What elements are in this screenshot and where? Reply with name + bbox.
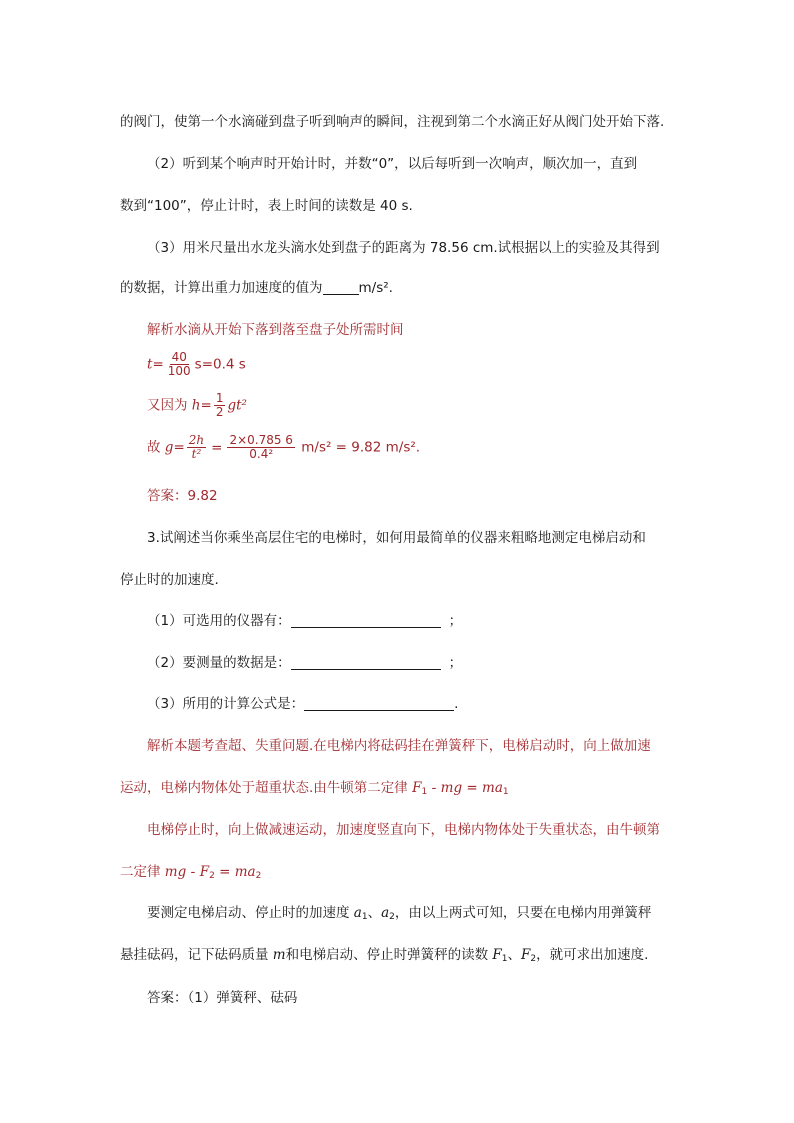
answer-line: 答案：9.82 [147,488,218,504]
fraction-num: 2h [188,433,205,447]
item-label: （2）要测量的数据是： [147,655,291,671]
question-item [147,692,458,712]
math-op: = [152,356,164,373]
question-item [147,609,462,629]
fraction-num: 1 [215,391,224,405]
paragraph-line [147,901,651,922]
math-var: g [164,439,174,456]
math-subscript: 2 [530,954,537,964]
fraction-den: t² [191,447,202,462]
answer-blank[interactable] [291,655,441,670]
text-fragment: 故 [147,439,165,456]
text-fragment: m/s². [358,280,393,296]
text-fragment: 、 [367,905,382,921]
text-fragment: 和电梯启动、停止时弹簧秤的读数 [285,947,493,963]
text-fragment: ，由以上两式可知，只要在电梯内用弹簧秤 [394,905,652,921]
formula-line [147,351,246,378]
formula-line [147,392,247,419]
math-var: m [272,947,286,963]
math-subscript: 2 [209,871,215,881]
math-op: = [173,439,185,456]
solution-line: 解析水滴从开始下落到落至盘子处所需时间 [147,322,404,338]
question-line: 停止时的加速度. [120,572,219,588]
math-var: mg [440,780,463,796]
paragraph-line: （3）用米尺量出水龙头滴水处到盘子的距离为 78.56 cm.试根据以上的实验及其得到 [147,240,660,256]
formula-line [147,434,420,461]
fraction-num: 2×0.785 6 [229,433,293,447]
text-fragment: 二定律 [120,864,165,880]
solution-line [120,776,509,797]
fraction-den: 100 [167,364,191,379]
fraction [227,434,295,461]
math-op: = [200,397,212,414]
text-fragment: 的数据，计算出重力加速度的值为 [120,280,323,296]
item-end: . [454,696,459,712]
fraction [166,351,193,378]
math-var: ma [234,864,256,880]
math-var: F [492,947,502,963]
text-fragment: 、 [507,947,522,963]
solution-line: 解析本题考查超、失重问题.在电梯内将砝码挂在弹簧秤下，电梯启动时，向上做加速 [147,738,651,754]
math-var: h [191,397,201,414]
fraction [214,392,226,419]
solution-line [120,860,261,881]
answer-blank[interactable] [304,696,454,711]
math-subscript: 1 [501,954,508,964]
solution-line: 电梯停止时，向上做减速运动，加速度竖直向下，电梯内物体处于失重状态，由牛顿第 [147,822,660,838]
paragraph-line [120,276,393,296]
math-var: a [353,905,362,921]
answer-blank[interactable] [291,613,441,628]
math-op: = [214,864,235,880]
math-op: = [462,780,483,796]
fraction-num: 40 [171,350,187,364]
math-subscript: 1 [361,912,368,922]
text-fragment: 运动，电梯内物体处于超重状态.由牛顿第二定律 [120,780,413,796]
math-var: F [412,780,422,796]
item-label: （1）可选用的仪器有： [147,613,291,629]
paragraph-line [120,943,648,964]
math-var: mg [164,864,187,880]
paragraph-line: （2）听到某个响声时开始计时，并数“0”，以后每听到一次响声，顺次加一，直到 [147,156,638,172]
math-var: F [199,864,210,880]
item-label: （3）所用的计算公式是： [147,696,305,712]
math-op: - [427,780,441,796]
text-fragment: s=0.4 s [194,356,246,373]
paragraph-line: 数到“100”，停止计时，表上时间的读数是 40 s. [120,198,413,214]
text-fragment: 悬挂砝码，记下砝码质量 [120,947,273,963]
math-subscript: 2 [255,871,262,881]
math-subscript: 1 [502,787,509,797]
math-op: = [211,439,223,456]
text-fragment: ，就可求出加速度. [536,947,649,963]
math-expr: gt² [227,397,247,414]
text-fragment: 要测定电梯启动、停止时的加速度 [147,905,354,921]
math-var: t [147,356,153,373]
text-fragment: 又因为 [147,397,192,414]
paragraph-line: 的阀门，使第一个水滴碰到盘子听到响声的瞬间，注视到第二个水滴正好从阀门处开始下落. [120,114,665,130]
math-var: F [521,947,531,963]
fraction [187,434,206,461]
answer-blank[interactable] [323,280,359,295]
fraction-den: 2 [215,405,224,420]
question-line: 3.试阐述当你乘坐高层住宅的电梯时，如何用最简单的仪器来粗略地测定电梯启动和 [147,530,646,546]
math-var: a [381,905,390,921]
math-subscript: 2 [389,912,395,922]
text-fragment: m/s² = 9.82 m/s². [301,439,421,456]
fraction-den: 0.4² [249,447,274,462]
math-subscript: 1 [421,787,428,797]
item-end: ； [448,613,463,629]
math-var: ma [482,780,503,796]
answer-line: 答案：（1）弹簧秤、砝码 [147,990,298,1006]
item-end: ； [448,655,463,671]
math-op: - [186,864,200,880]
question-item [147,651,462,671]
